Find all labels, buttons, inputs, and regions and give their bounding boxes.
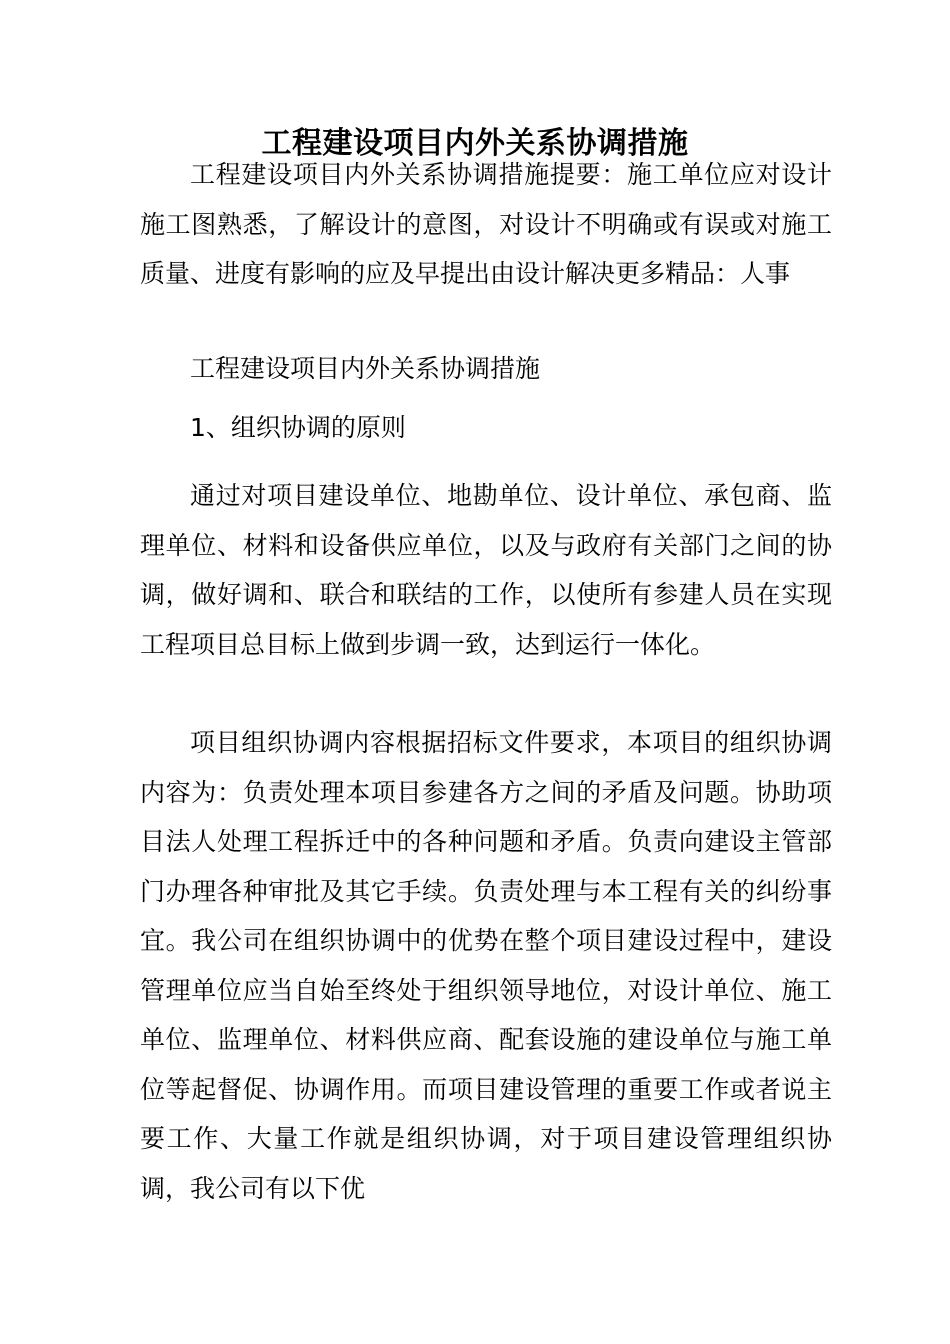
section-heading: 工程建设项目内外关系协调措施	[190, 354, 541, 383]
document-title: 工程建设项目内外关系协调措施	[261, 126, 689, 162]
body-paragraph: 项目组织协调内容根据招标文件要求，本项目的组织协调内容为：负责处理本项目参建各方之间的矛盾及问题。协助项目法人处理工程拆迁中的各种问题和矛盾。负责向建设主管部门办理各种审批及其它手续。负责处理与本工程有关的纠纷事宜。我公司在组织协调中的优势在整个项目建设过程中，建设管理单位应当自始至终处于组织领导地位，对设计单位、施工单位、监理单位、材料供应商、配套设施的建设单位与施工单位等起督促、协调作用。而项目建设管理的重要工作或者说主要工作、大量工作就是组织协调，对于项目建设管理组织协调，我公司有以下优	[140, 728, 832, 1203]
summary-paragraph: 工程建设项目内外关系协调措施提要：施工单位应对设计施工图熟悉，了解设计的意图，对设计不明确或有误或对施工质量、进度有影响的应及早提出由设计解决更多精品：人事	[140, 160, 832, 288]
subsection-heading: 1、组织协调的原则	[190, 413, 406, 442]
body-paragraph: 通过对项目建设单位、地勘单位、设计单位、承包商、监理单位、材料和设备供应单位，以及与政府有关部门之间的协调，做好调和、联合和联结的工作，以使所有参建人员在实现工程项目总目标上做到步调一致，达到运行一体化。	[140, 481, 832, 659]
